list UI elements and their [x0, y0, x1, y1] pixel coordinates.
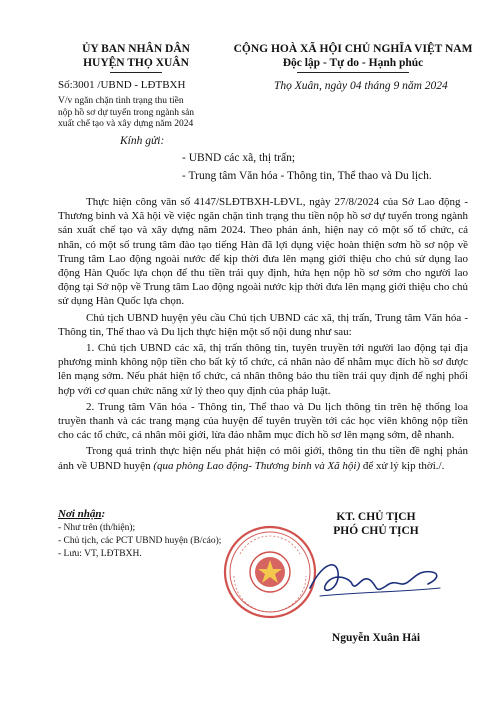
signer-name: Nguyễn Xuân Hải [331, 632, 421, 644]
letter-body [58, 195, 468, 475]
issuer-name [56, 42, 216, 70]
body-paragraph-3: 1. Chủ tịch UBND các xã, thị trấn thông tin, tuyên truyền tới người lao động tại địa phương mình không nộp tiền cho bất kỳ tổ chức, cá nhân nào để nhằm mục đích hồ sơ được lên mạng sớm. Nếu phát hiện tổ chức, cá nhân thông báo thu tiền trái quy định để nghị phối hợp với cơ quan chức năng xử lý theo quy định của pháp luật. [58, 342, 468, 397]
signature-title [296, 510, 456, 538]
sign-title-1: KT. CHỦ TỊCH [336, 511, 416, 523]
body-paragraph-4: 2. Trung tâm Văn hóa - Thông tin, Thể thao và Du lịch thông tin trên hệ thống loa truyền thanh và các trang mạng của huyện để tuyên truyền tới các học viên không nộp tiền cho các tổ chức, cá nhân môi giới, lừa đảo nhằm mục đích hồ sơ lên mạng sớm, dễ nhanh. [58, 400, 468, 442]
body-paragraph-1: Thực hiện công văn số 4147/SLĐTBXH-LĐVL, ngày 27/8/2024 của Sở Lao động - Thương binh và Xã hội về việc ngăn chặn tình trạng thu tiền nộp hồ sơ dự tuyển trong ngành sản xuất chế tạo và xây dựng năm 2024. Theo phản ánh, hiện nay có một số tổ chức, cá nhân, có một số trung tâm đào tạo tiếng Hàn đã lợi dụng việc hoàn thiện sơm hồ sơ nộp về Trung tâm Lao động ngoài nước để kịp thời đưa lên mạng giới thiệu cho chủ sử dụng lao động Hàn Quốc lựa chọn để thu tiền trái quy định, hứa hẹn nộp hồ sơ sớm cho người lao động tại Sở nộp về Trung tâm Lao động ngoài nước kịp thời đưa lên mạng giới thiệu cho chủ sử dụng Hàn Quốc lựa chọn. [58, 196, 468, 308]
national-line2: Độc lập - Tự do - Hạnh phúc [282, 57, 424, 69]
recipients-list [182, 149, 432, 185]
noi-nhan-heading [58, 508, 268, 520]
issuer-line1: ỦY BAN NHÂN DÂN [82, 43, 190, 55]
distribution-item: - Chủ tịch, các PCT UBND huyện (B/cáo); [58, 536, 222, 546]
subject-line: V/v ngăn chặn tình trạng thu tiền [58, 96, 184, 106]
body-paragraph-5 [58, 444, 468, 472]
distribution-item: - Lưu: VT, LĐTBXH. [58, 549, 142, 559]
handwritten-signature-icon [300, 548, 450, 608]
noi-nhan-label: Nơi nhận [58, 508, 102, 520]
issuer-underline [110, 72, 162, 73]
national-line1: CỘNG HOÀ XÃ HỘI CHỦ NGHĨA VIỆT NAM [233, 43, 473, 55]
issue-date: Thọ Xuân, ngày 04 tháng 9 năm 2024 [274, 80, 448, 92]
sign-title-2: PHÓ CHỦ TỊCH [333, 525, 419, 537]
body-paragraph-2: Chủ tịch UBND huyện yêu cầu Chủ tịch UBND các xã, thị trấn, Trung tâm Văn hóa - Thông tin, Thể thao và Du lịch thực hiện một số nội dung như sau: [58, 311, 468, 338]
issuer-line2: HUYỆN THỌ XUÂN [83, 57, 189, 69]
doc-number: Số:3001 /UBND - LĐTBXH [58, 79, 186, 91]
distribution-item: - Như trên (th/hiện); [58, 523, 136, 533]
motto-underline [297, 72, 409, 73]
subject-line: xuất chế tạo và xây dựng năm 2024 [58, 119, 194, 129]
p5-emphasis: (qua phòng Lao động- Thương binh và Xã hội) [153, 459, 361, 472]
p5-pre: Trong quá trình thực hiện nếu phát hiện có môi giới, thông tin thu tiền đề nghị phản ánh về UBND huyện [58, 445, 468, 472]
recipient-item: - Trung tâm Văn hóa - Thông tin, Thể thao và Du lịch. [182, 170, 432, 182]
national-title [228, 42, 478, 70]
doc-subject [58, 96, 228, 131]
subject-line: nộp hồ sơ dự tuyển trong ngành sản [58, 107, 195, 118]
noi-nhan-colon: : [101, 508, 106, 520]
recipients-label: Kính gửi: [120, 135, 165, 147]
recipient-item: - UBND các xã, thị trấn; [182, 152, 296, 164]
p5-post: để xử lý kịp thời./. [360, 459, 445, 472]
